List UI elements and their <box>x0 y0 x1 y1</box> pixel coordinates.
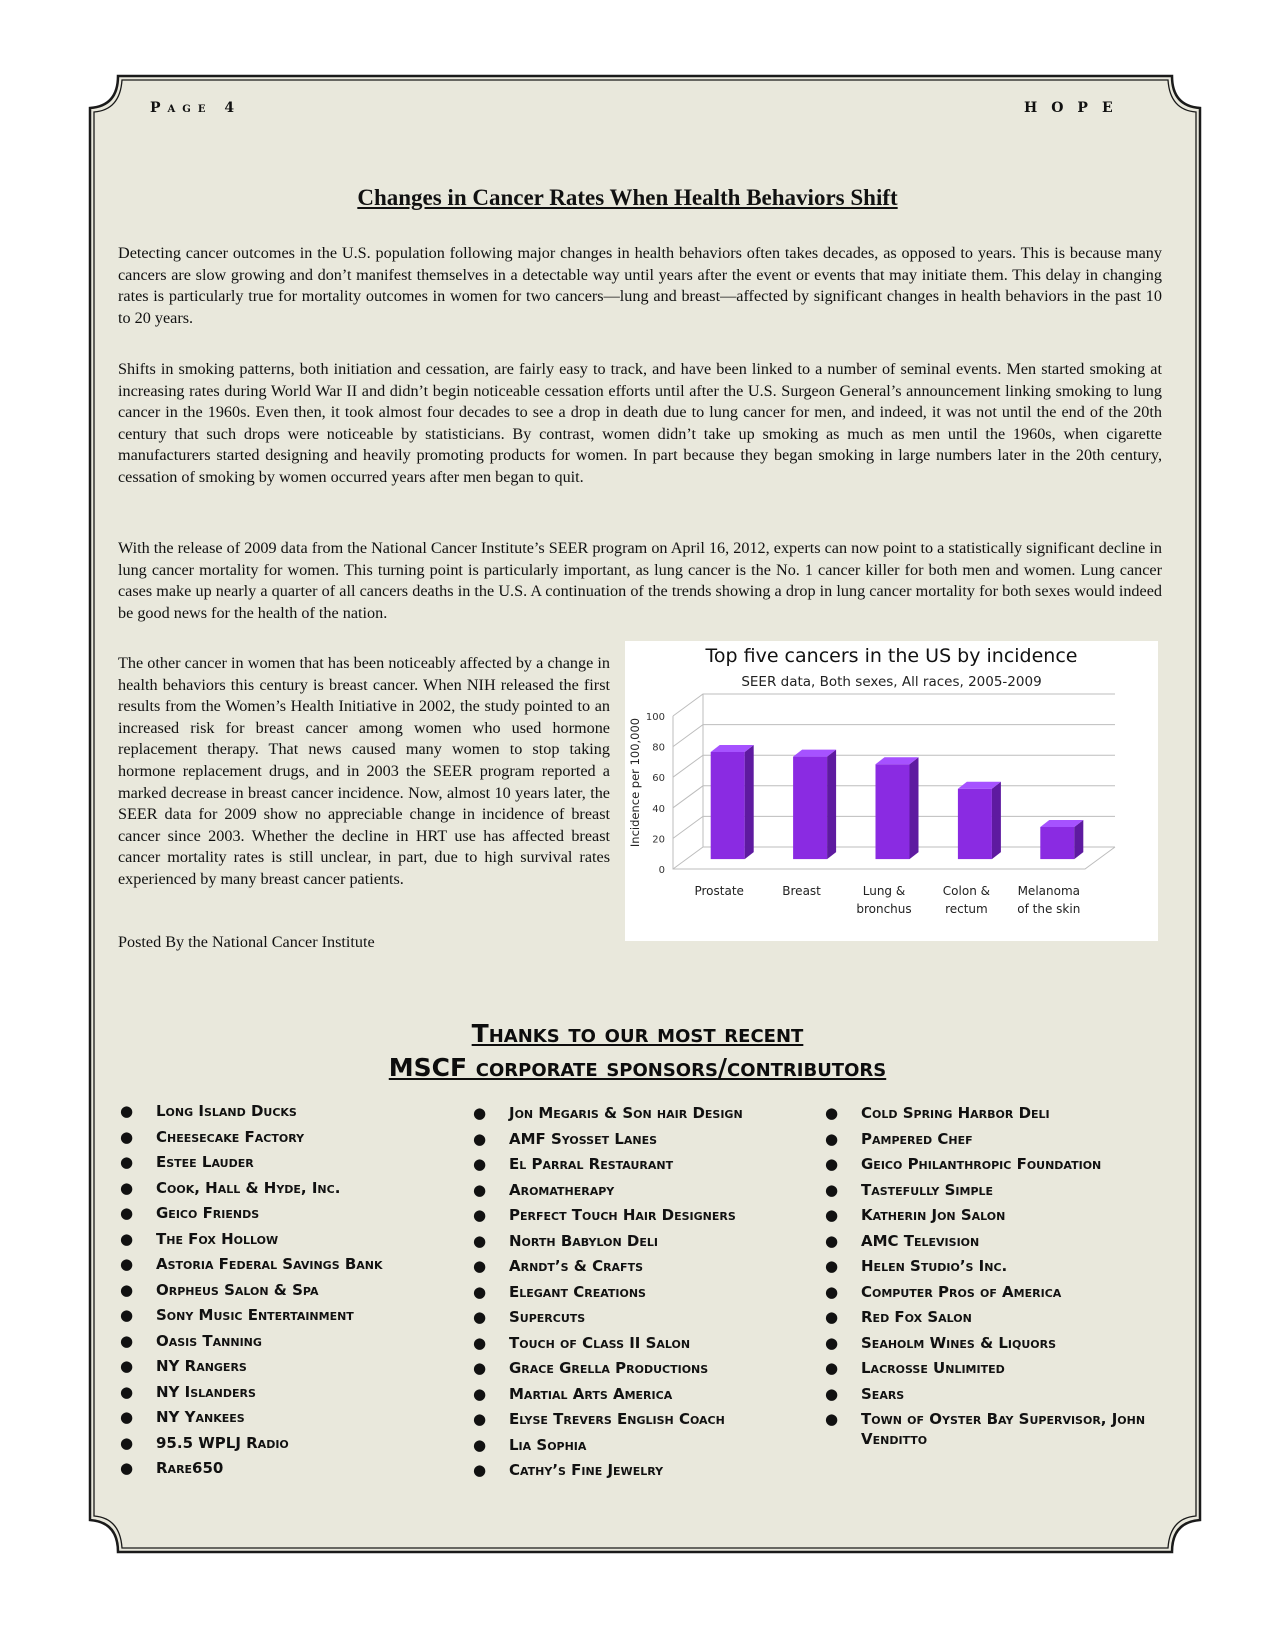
bullet-icon: ● <box>825 1231 839 1250</box>
sponsor-name: Arndt’s & Crafts <box>509 1257 643 1275</box>
sponsor-item <box>473 1232 803 1252</box>
sponsor-item <box>473 1130 803 1150</box>
article-paragraph: The other cancer in women that has been noticeably affected by a change in health behaviors this century is breast cancer. When NIH released the first results from the Women’s Health Initiative in 2002, the study pointed to an increased risk for breast cancer among women who used hormone replacement therapy. That news caused many women to stop taking hormone replacement drugs, and in 2003 the SEER program reported a marked decrease in breast cancer incidence. Now, almost 10 years later, the SEER data for 2009 show no appreciable change in incidence of breast cancer since 2003. Whether the decline in HRT use has affected breast cancer mortality rates is still unclear, in part, due to high survival rates experienced by many breast cancer patients. <box>118 654 610 888</box>
sponsor-name: Martial Arts America <box>509 1384 673 1403</box>
sponsor-item <box>120 1459 450 1479</box>
sponsor-item <box>825 1104 1155 1124</box>
sponsor-name: Sony Music Entertainment <box>156 1306 354 1324</box>
sponsor-list-column-1 <box>120 1102 450 1485</box>
sponsor-name: Jon Megaris & Son hair Design <box>509 1104 743 1122</box>
sponsor-name: Estee Lauder <box>156 1153 254 1171</box>
sponsors-title-line1: Thanks to our most recent <box>471 1019 804 1048</box>
sponsors-title <box>0 1017 1275 1085</box>
bullet-icon: ● <box>473 1308 487 1326</box>
sponsor-item <box>120 1230 450 1250</box>
sponsor-name: Cheesecake Factory <box>156 1127 305 1146</box>
sponsor-item <box>473 1181 803 1201</box>
y-tick-label: 0 <box>658 865 665 876</box>
chart-title: Top five cancers in the US by incidence <box>705 645 1078 667</box>
bullet-icon: ● <box>825 1180 839 1199</box>
y-tick-label: 20 <box>652 834 665 846</box>
sponsor-item <box>825 1283 1155 1303</box>
sponsor-name: Town of Oyster Bay Supervisor, John Venditto <box>861 1410 1146 1448</box>
sponsor-item <box>825 1359 1155 1379</box>
sponsor-item <box>120 1383 450 1403</box>
bullet-icon: ● <box>825 1359 839 1377</box>
sponsor-item <box>120 1434 450 1454</box>
bullet-icon: ● <box>473 1257 487 1275</box>
sponsor-item <box>825 1181 1155 1201</box>
sponsor-name: Cook, Hall & Hyde, Inc. <box>156 1178 341 1197</box>
x-tick-label: Breast <box>782 884 821 898</box>
bullet-icon: ● <box>120 1255 134 1273</box>
sponsors-title-line2: MSCF corporate sponsors/contributors <box>388 1053 887 1082</box>
y-tick-label: 40 <box>652 803 665 815</box>
bullet-icon: ● <box>825 1129 839 1148</box>
x-tick-label: bronchus <box>856 902 912 916</box>
bullet-icon: ● <box>825 1282 839 1301</box>
y-tick-label: 80 <box>652 742 665 754</box>
bar <box>793 757 827 860</box>
sponsor-item <box>120 1408 450 1428</box>
bullet-icon: ● <box>473 1231 487 1250</box>
sponsor-name: Lacrosse Unlimited <box>861 1359 1005 1377</box>
sponsor-item <box>120 1281 450 1301</box>
sponsor-item <box>120 1306 450 1326</box>
sponsor-name: Elegant Creations <box>509 1282 646 1301</box>
sponsor-name: AMF Syosset Lanes <box>509 1129 658 1148</box>
sponsor-name: Perfect Touch Hair Designers <box>509 1206 736 1224</box>
sponsor-name: Red Fox Salon <box>861 1308 972 1326</box>
bullet-icon: ● <box>825 1206 839 1224</box>
sponsor-name: 95.5 WPLJ Radio <box>156 1433 289 1452</box>
sponsor-item <box>473 1155 803 1175</box>
incidence-chart <box>625 641 1158 941</box>
sponsor-name: Supercuts <box>509 1308 586 1326</box>
bullet-icon: ● <box>473 1461 487 1479</box>
bullet-icon: ● <box>120 1306 134 1324</box>
article-paragraph: With the release of 2009 data from the National Cancer Institute’s SEER program on April 16, 2012, experts can now point to a statistically significant decline in lung cancer mortality for women. This turning point is particularly important, as lung cancer is the No. 1 cancer killer for both men and women. Lung cancer cases make up nearly a quarter of all cancers deaths in the U.S. A continuation of the trends showing a drop in lung cancer mortality for both sexes would indeed be good news for the health of the nation. <box>118 539 1162 622</box>
sponsor-name: Pampered Chef <box>861 1129 973 1148</box>
sponsor-item <box>473 1385 803 1405</box>
y-tick-label: 100 <box>645 712 665 723</box>
sponsor-name: Rare650 <box>156 1459 224 1477</box>
bullet-icon: ● <box>120 1127 134 1146</box>
sponsor-item <box>825 1385 1155 1405</box>
sponsor-name: Geico Friends <box>156 1204 260 1222</box>
sponsor-name: Astoria Federal Savings Bank <box>156 1255 383 1273</box>
bullet-icon: ● <box>120 1204 134 1222</box>
bullet-icon: ● <box>473 1206 487 1224</box>
sponsor-item <box>825 1257 1155 1277</box>
chart-subtitle: SEER data, Both sexes, All races, 2005-2009 <box>741 674 1042 690</box>
sponsor-item <box>473 1461 803 1481</box>
sponsor-name: Cold Spring Harbor Deli <box>861 1104 1050 1122</box>
bullet-icon: ● <box>825 1333 839 1352</box>
bullet-icon: ● <box>120 1229 134 1248</box>
y-tick-label: 60 <box>652 773 665 785</box>
sponsor-name: Helen Studio’s Inc. <box>861 1257 1008 1275</box>
bullet-icon: ● <box>120 1357 134 1375</box>
bar <box>1040 827 1074 859</box>
sponsor-list-column-3 <box>825 1104 1155 1455</box>
sponsor-item <box>825 1334 1155 1354</box>
sponsor-name: Cathy’s Fine Jewelry <box>509 1461 664 1479</box>
sponsor-item <box>120 1102 450 1122</box>
sponsor-item <box>825 1155 1155 1175</box>
sponsor-name: Tastefully Simple <box>861 1180 994 1199</box>
sponsor-item <box>120 1179 450 1199</box>
sponsor-item <box>120 1357 450 1377</box>
bar <box>876 764 910 859</box>
bullet-icon: ● <box>120 1382 134 1401</box>
sponsor-item <box>473 1308 803 1328</box>
sponsor-name: NY Rangers <box>156 1357 247 1375</box>
sponsor-item <box>473 1283 803 1303</box>
bar-side <box>827 750 836 860</box>
x-tick-label: rectum <box>945 902 988 916</box>
newsletter-name: HOPE <box>1024 100 1127 116</box>
bullet-icon: ● <box>473 1180 487 1199</box>
gridline <box>673 725 1115 747</box>
sponsor-item <box>825 1206 1155 1226</box>
sponsor-name: North Babylon Deli <box>509 1231 658 1250</box>
sponsor-name: NY Yankees <box>156 1408 245 1426</box>
bullet-icon: ● <box>120 1459 134 1477</box>
sponsor-item <box>473 1257 803 1277</box>
y-axis-label: Incidence per 100,000 <box>628 717 642 848</box>
x-tick-label: Lung & <box>862 884 906 898</box>
sponsor-item <box>825 1130 1155 1150</box>
sponsor-name: Sears <box>861 1384 905 1403</box>
bullet-icon: ● <box>825 1308 839 1326</box>
sponsor-name: AMC Television <box>861 1231 980 1250</box>
sponsor-item <box>473 1334 803 1354</box>
sponsor-name: Orpheus Salon & Spa <box>156 1280 319 1299</box>
article-paragraph: Shifts in smoking patterns, both initiation and cessation, are fairly easy to track, and have been linked to a number of seminal events. Men started smoking at increasing rates during World War II and didn’t begin noticeable cessation efforts until after the U.S. Surgeon General’s announcement linking smoking to lung cancer in the 1960s. Even then, it took almost four decades to see a drop in death due to lung cancer for men, and indeed, it was not until the end of the 20th century that such drops were noticeable by statisticians. By contrast, women didn’t take up smoking as much as men until the 1960s, when cigarette manufacturers started designing and heavily promoting products for women. In part because they began smoking in large numbers later in the 20th century, cessation of smoking by women occurred years after men began to quit. <box>118 360 1162 486</box>
sponsor-name: Touch of Class II Salon <box>509 1333 691 1352</box>
bullet-icon: ● <box>120 1280 134 1299</box>
chart-plot <box>625 641 1158 941</box>
bullet-icon: ● <box>473 1435 487 1454</box>
bullet-icon: ● <box>120 1331 134 1350</box>
sponsor-item <box>473 1206 803 1226</box>
bar-side <box>992 782 1001 859</box>
bullet-icon: ● <box>473 1155 487 1173</box>
sponsor-item <box>120 1332 450 1352</box>
sponsor-name: El Parral Restaurant <box>509 1155 674 1173</box>
sponsor-name: Computer Pros of America <box>861 1282 1062 1301</box>
sponsor-name: The Fox Hollow <box>156 1229 279 1248</box>
bullet-icon: ● <box>120 1433 134 1452</box>
posted-by: Posted By the National Cancer Institute <box>118 933 375 951</box>
bullet-icon: ● <box>473 1129 487 1148</box>
sponsor-name: Katherin Jon Salon <box>861 1206 1006 1224</box>
gridline <box>673 694 1115 716</box>
bullet-icon: ● <box>825 1257 839 1275</box>
sponsor-item <box>120 1128 450 1148</box>
bar <box>711 752 745 859</box>
sponsor-name: Elyse Trevers English Coach <box>509 1410 725 1428</box>
page-number-label: Page 4 <box>150 100 242 116</box>
sponsor-item <box>825 1410 1155 1449</box>
x-tick-label: of the skin <box>1017 902 1081 916</box>
sponsor-item <box>120 1255 450 1275</box>
bullet-icon: ● <box>473 1333 487 1352</box>
sponsor-name: Long Island Ducks <box>156 1102 297 1120</box>
x-tick-label: Prostate <box>694 884 744 898</box>
sponsor-item <box>825 1232 1155 1252</box>
bar-side <box>745 745 754 859</box>
bullet-icon: ● <box>473 1282 487 1301</box>
bullet-icon: ● <box>120 1408 134 1426</box>
sponsor-name: Grace Grella Productions <box>509 1359 709 1377</box>
bullet-icon: ● <box>120 1153 134 1171</box>
sponsor-item <box>120 1153 450 1173</box>
bar <box>958 789 992 859</box>
bullet-icon: ● <box>473 1359 487 1377</box>
bar-side <box>910 757 919 859</box>
bullet-icon: ● <box>825 1104 839 1122</box>
sponsor-name: Oasis Tanning <box>156 1331 262 1350</box>
sponsor-item <box>825 1308 1155 1328</box>
sponsor-item <box>473 1104 803 1124</box>
bullet-icon: ● <box>473 1410 487 1428</box>
bullet-icon: ● <box>120 1102 134 1120</box>
sponsor-list-column-2 <box>473 1104 803 1487</box>
sponsor-item <box>473 1410 803 1430</box>
article-paragraph: Detecting cancer outcomes in the U.S. population following major changes in health behaviors often takes decades, as opposed to years. This is because many cancers are slow growing and don’t manifest themselves in a detectable way until years after the event or events that may initiate them. This delay in changing rates is particularly true for mortality outcomes in women for two cancers—lung and breast—affected by significant changes in health behaviors in the past 10 to 20 years. <box>118 244 1162 327</box>
sponsor-item <box>473 1359 803 1379</box>
x-tick-label: Melanoma <box>1017 884 1081 898</box>
bullet-icon: ● <box>473 1384 487 1403</box>
sponsor-item <box>473 1436 803 1456</box>
x-tick-label: Colon & <box>942 884 990 898</box>
bullet-icon: ● <box>825 1384 839 1403</box>
article-title: Changes in Cancer Rates When Health Behaviors Shift <box>357 185 898 210</box>
sponsor-item <box>120 1204 450 1224</box>
sponsor-name: Geico Philanthropic Foundation <box>861 1155 1102 1173</box>
bullet-icon: ● <box>120 1178 134 1197</box>
sponsor-name: NY Islanders <box>156 1382 256 1401</box>
sponsor-name: Aromatherapy <box>509 1180 615 1199</box>
bullet-icon: ● <box>473 1104 487 1122</box>
bullet-icon: ● <box>825 1410 839 1428</box>
sponsor-name: Seaholm Wines & Liquors <box>861 1333 1057 1352</box>
sponsor-name: Lia Sophia <box>509 1435 587 1454</box>
bullet-icon: ● <box>825 1155 839 1173</box>
